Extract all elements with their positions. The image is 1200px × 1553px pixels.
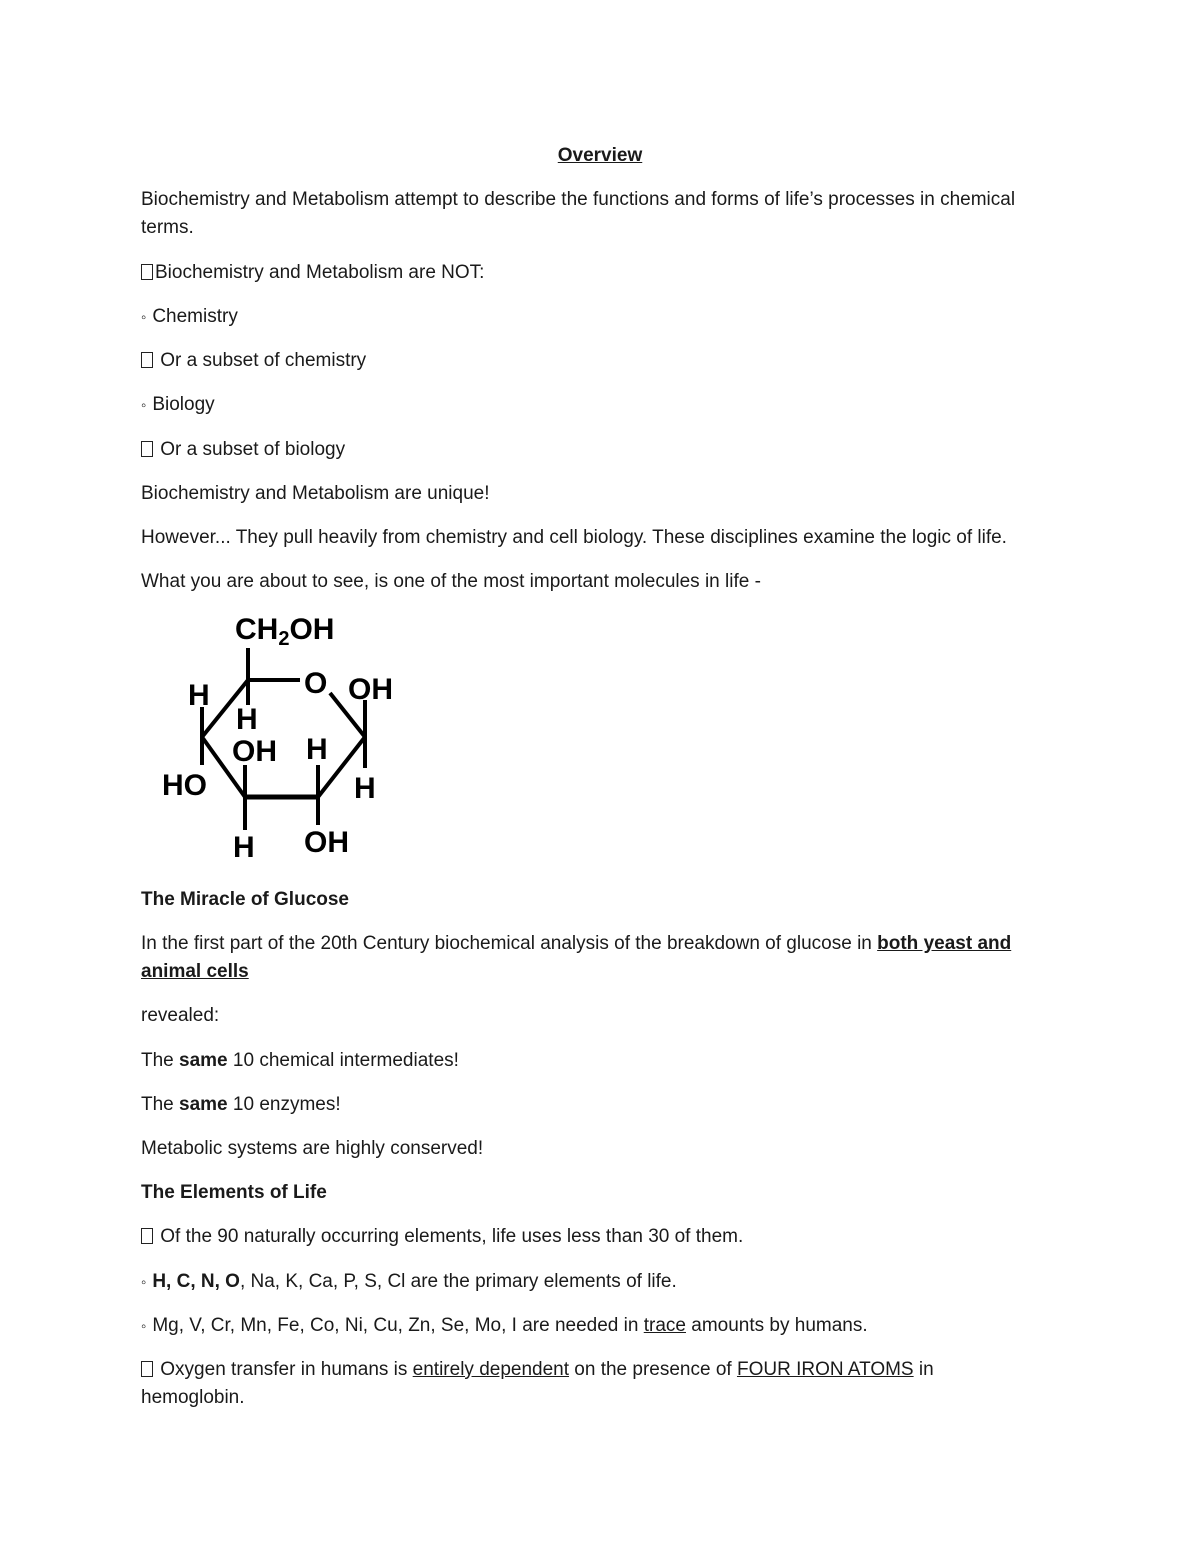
- same-word: same: [179, 1094, 228, 1115]
- bullet-circle-icon: ◦: [141, 1318, 147, 1335]
- oxygen-line-1: [141, 1356, 934, 1384]
- same-enzymes: [141, 1091, 341, 1119]
- label-c1-oh: OH: [348, 673, 393, 706]
- trace-text-a: Mg, V, Cr, Mn, Fe, Co, Ni, Cu, Zn, Se, Mo, I are needed in: [152, 1315, 644, 1336]
- bullet-circle-icon: ◦: [141, 397, 147, 414]
- primary-rest-text: , Na, K, Ca, P, S, Cl are the primary elements of life.: [239, 1271, 677, 1292]
- same-word: same: [179, 1050, 228, 1071]
- label-ring-o: O: [304, 667, 328, 700]
- oxygen-text-b: on the presence of: [569, 1359, 737, 1380]
- glucose-line-1-text: In the first part of the 20th Century biochemical analysis of the breakdown of glucose in: [141, 933, 878, 954]
- missing-glyph-icon: [141, 1228, 153, 1244]
- list-item-biology: [141, 391, 215, 420]
- list-item-text: Or a subset of biology: [160, 439, 346, 460]
- glucose-emphasis-1: both yeast and: [877, 933, 1012, 954]
- the-word: The: [141, 1050, 180, 1071]
- conserved-text: Metabolic systems are highly conserved!: [141, 1138, 484, 1159]
- page-title: Overview: [557, 145, 643, 166]
- trace-elements: [141, 1312, 868, 1341]
- glucose-line-2: animal cells: [141, 961, 249, 982]
- primary-bold-elements: H, C, N, O: [152, 1271, 240, 1292]
- same-intermediates: [141, 1047, 459, 1075]
- the-word: The: [141, 1094, 180, 1115]
- oxygen-underline-1: entirely dependent: [412, 1359, 570, 1380]
- label-c3-oh: OH: [232, 735, 277, 768]
- about-to-see-text: What you are about to see, is one of the most important molecules in life -: [141, 571, 761, 592]
- missing-glyph-icon: [141, 1361, 153, 1377]
- label-c1-h: H: [354, 772, 376, 805]
- not-heading-text: Biochemistry and Metabolism are NOT:: [155, 262, 485, 283]
- list-item-chemistry: [141, 303, 238, 332]
- list-item-subset-biology: [141, 436, 345, 464]
- label-c3-h: H: [233, 831, 255, 864]
- intro-line-1: Biochemistry and Metabolism attempt to describe the functions and forms of life’s processes in chemical: [141, 189, 1016, 210]
- label-c2-oh: OH: [304, 826, 349, 859]
- oxygen-underline-2: FOUR IRON ATOMS: [736, 1359, 914, 1380]
- glucose-heading: The Miracle of Glucose: [141, 889, 349, 910]
- bullet-circle-icon: ◦: [141, 1274, 147, 1291]
- oxygen-text-a: Oxygen transfer in humans is: [160, 1359, 413, 1380]
- list-item-text: Biology: [152, 394, 215, 415]
- revealed-text: revealed:: [141, 1005, 220, 1026]
- label-c2-h: H: [306, 733, 328, 766]
- label-c5-h: H: [236, 703, 258, 736]
- elements-heading: The Elements of Life: [141, 1182, 327, 1203]
- ring-bonds: [202, 648, 365, 830]
- missing-glyph-icon: [141, 441, 153, 457]
- however-text: However... They pull heavily from chemistry and cell biology. These disciplines examine the logic of life.: [141, 527, 1007, 548]
- elements-90: [141, 1223, 743, 1251]
- unique-text: Biochemistry and Metabolism are unique!: [141, 483, 490, 504]
- trace-word: trace: [643, 1315, 686, 1336]
- label-c4-h: H: [188, 679, 210, 712]
- oxygen-line-2: hemoglobin.: [141, 1387, 245, 1408]
- label-ch2oh: $CH_2OH$: [235, 613, 335, 650]
- bullet-circle-icon: ◦: [141, 309, 147, 326]
- intro-line-2: terms.: [141, 217, 194, 238]
- oxygen-text-c: in: [913, 1359, 934, 1380]
- list-item-text: Chemistry: [152, 306, 238, 327]
- primary-elements: [141, 1268, 677, 1297]
- intermediates-text: 10 chemical intermediates!: [227, 1050, 459, 1071]
- list-item-text: Or a subset of chemistry: [160, 350, 367, 371]
- trace-text-b: amounts by humans.: [685, 1315, 868, 1336]
- glucose-line-1: [141, 930, 1011, 958]
- list-item-subset-chemistry: [141, 347, 366, 375]
- glucose-structure-diagram: [150, 605, 420, 870]
- elements-90-text: Of the 90 naturally occurring elements, life uses less than 30 of them.: [160, 1226, 744, 1247]
- missing-glyph-icon: [141, 352, 153, 368]
- not-heading: [141, 259, 484, 287]
- enzymes-text: 10 enzymes!: [227, 1094, 341, 1115]
- missing-glyph-icon: [141, 264, 153, 280]
- label-c4-ho: HO: [162, 769, 207, 802]
